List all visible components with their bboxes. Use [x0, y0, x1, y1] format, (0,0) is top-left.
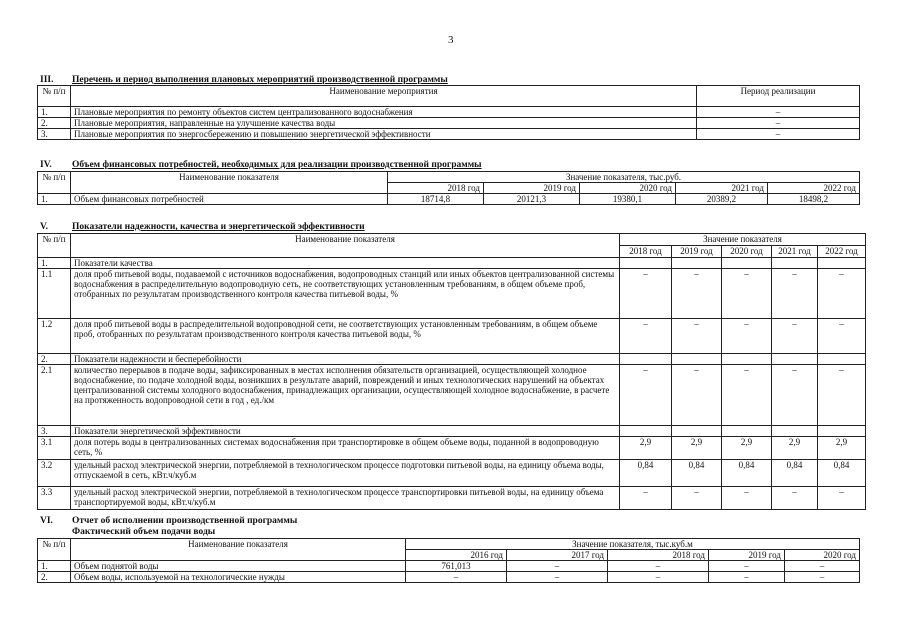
row-name: Плановые мероприятия по энергосбережению и повышению энергетической эффективности: [71, 129, 697, 140]
section-4-heading: [40, 160, 482, 170]
row-value: 2,9: [672, 437, 722, 460]
year-header: 2019 год: [672, 246, 722, 258]
year-header: 2018 год: [608, 550, 709, 561]
year-header: 2021 год: [772, 246, 818, 258]
row-name: доля проб питьевой воды в распределительной водопроводной сети, не соответствующих установленным требованиям, в общем объеме проб, отобранных по результатам производственного контроля качества питьевой воды, %: [71, 319, 620, 354]
year-header: 2018 год: [620, 246, 672, 258]
row-value: –: [672, 487, 722, 510]
row-value: –: [620, 319, 672, 354]
row-value: –: [608, 572, 709, 583]
row-value: –: [772, 487, 818, 510]
row-value: 20121,3: [484, 194, 580, 205]
row-name: Показатели надежности и бесперебойности: [71, 354, 620, 365]
row-no: 3.: [38, 129, 71, 140]
table-row: [38, 129, 860, 140]
row-value: 18498,2: [768, 194, 860, 205]
section-4-roman: IV.: [40, 160, 52, 170]
table-row: [38, 426, 866, 437]
section-3-roman: III.: [40, 75, 54, 85]
table-row: [38, 118, 860, 129]
row-value: 761,013: [406, 561, 507, 572]
row-value: 0,84: [620, 460, 672, 487]
row-period: –: [697, 118, 860, 129]
table-row: [38, 572, 860, 583]
year-header: 2020 год: [722, 246, 772, 258]
row-value: 2,9: [818, 437, 866, 460]
row-value: –: [406, 572, 507, 583]
row-no: 1.: [38, 107, 71, 118]
section-6-roman: VI.: [40, 516, 53, 526]
row-value: –: [772, 269, 818, 319]
header-no: № п/п: [38, 234, 71, 258]
section-3-table: [37, 85, 860, 140]
row-name: Плановые мероприятия, направленные на улучшение качества воды: [71, 118, 697, 129]
row-name: Объем финансовых потребностей: [71, 194, 388, 205]
row-value: 0,84: [772, 460, 818, 487]
row-no: 3.3: [38, 487, 71, 510]
section-4-title: Объем финансовых потребностей, необходимых для реализации производственной программы: [72, 160, 482, 170]
row-no: 1.2: [38, 319, 71, 354]
row-name: доля потерь воды в централизованных системах водоснабжения при транспортировке в общем объеме воды, поданной в водопроводную сеть, %: [71, 437, 620, 460]
row-value: 0,84: [818, 460, 866, 487]
header-name: Наименование показателя: [71, 539, 406, 561]
row-name: количество перерывов в подаче воды, зафиксированных в местах исполнения обязательств организацией, осуществляющей холодное водоснабжение, по подаче холодной воды, возникших в результате аварий, повреждений и иных технологических нарушений на объектах централизованной системы холодного водоснабжения, принадлежащих организации, осуществляющей холодное водоснабжение, в расчете на протяженность водопроводной сети в год , ед./км: [71, 365, 620, 426]
row-no: 1.: [38, 258, 71, 269]
row-value: 20389,2: [676, 194, 768, 205]
row-no: 2.1: [38, 365, 71, 426]
row-value: 2,9: [722, 437, 772, 460]
year-header: 2016 год: [406, 550, 507, 561]
row-value: –: [785, 572, 860, 583]
section-5-roman: V.: [40, 222, 49, 232]
table-row: [38, 319, 866, 354]
year-header: 2020 год: [785, 550, 860, 561]
table-row: [38, 258, 866, 269]
section-5-title: Показатели надежности, качества и энергетической эффективности: [72, 222, 365, 232]
section-6-subtitle: Фактический объем подачи воды: [72, 527, 216, 537]
row-name: Показатели качества: [71, 258, 620, 269]
year-header: 2022 год: [768, 183, 860, 194]
row-value: 0,84: [722, 460, 772, 487]
table-row: [38, 487, 866, 510]
row-value: –: [722, 487, 772, 510]
row-name: удельный расход электрической энергии, потребляемой в технологическом процессе транспортировки питьевой воды, на единицу объема транспортируемой воды, кВт.ч/куб.м: [71, 487, 620, 510]
row-value: 2,9: [772, 437, 818, 460]
row-value: 18714,8: [388, 194, 484, 205]
table-row: [38, 269, 866, 319]
table-row: [38, 354, 866, 365]
table-row: [38, 561, 860, 572]
row-value: –: [818, 487, 866, 510]
row-value: –: [608, 561, 709, 572]
header-name: Наименование мероприятия: [71, 86, 697, 107]
row-name: Объем поднятой воды: [71, 561, 406, 572]
header-no: № п/п: [38, 539, 71, 561]
year-header: 2018 год: [388, 183, 484, 194]
row-value: –: [709, 561, 785, 572]
row-value: –: [507, 572, 608, 583]
header-no: № п/п: [38, 172, 71, 194]
table-row: [38, 107, 860, 118]
row-value: –: [772, 319, 818, 354]
page-number: 3: [448, 34, 454, 46]
row-value: –: [722, 269, 772, 319]
row-value: –: [772, 365, 818, 426]
row-value: –: [818, 319, 866, 354]
section-3-title: Перечень и период выполнения плановых мероприятий производственной программы: [72, 75, 448, 85]
row-value: –: [620, 269, 672, 319]
row-value: –: [620, 365, 672, 426]
header-value: Значение показателя, тыс.куб.м: [406, 539, 860, 550]
row-name: Объем воды, используемой на технологические нужды: [71, 572, 406, 583]
table-row: [38, 437, 866, 460]
header-value: Значение показателя: [620, 234, 866, 246]
row-value: –: [620, 487, 672, 510]
table-row: [38, 365, 866, 426]
row-value: –: [785, 561, 860, 572]
table-row: [38, 194, 860, 205]
row-no: 1.: [38, 561, 71, 572]
row-value: –: [722, 319, 772, 354]
row-name: Плановые мероприятия по ремонту объектов систем централизованного водоснабжения: [71, 107, 697, 118]
row-period: –: [697, 107, 860, 118]
section-5-table: [37, 233, 866, 510]
year-header: 2017 год: [507, 550, 608, 561]
row-no: 2.: [38, 118, 71, 129]
section-6-heading: [40, 516, 297, 526]
row-value: –: [722, 365, 772, 426]
row-value: 0,84: [672, 460, 722, 487]
section-6-table: [37, 538, 860, 583]
row-name: удельный расход электрической энергии, потребляемой в технологическом процессе подготовки питьевой воды, на единицу объема воды, отпускаемой в сеть, кВт.ч/куб.м: [71, 460, 620, 487]
row-no: 2.: [38, 354, 71, 365]
row-no: 1.1: [38, 269, 71, 319]
row-value: 2,9: [620, 437, 672, 460]
row-value: –: [507, 561, 608, 572]
year-header: 2022 год: [818, 246, 866, 258]
row-name: доля проб питьевой воды, подаваемой с источников водоснабжения, водопроводных станций или иных объектов централизованной системы водоснабжения в распределительную водопроводную сеть, не соответствующих установленным требованиям, в общем объеме проб, отобранных по результатам производственного контроля качества питьевой воды, %: [71, 269, 620, 319]
header-name: Наименование показателя: [71, 172, 388, 194]
row-no: 3.2: [38, 460, 71, 487]
year-header: 2020 год: [580, 183, 676, 194]
row-no: 1.: [38, 194, 71, 205]
row-value: –: [672, 269, 722, 319]
row-value: –: [672, 319, 722, 354]
row-value: –: [818, 269, 866, 319]
year-header: 2021 год: [676, 183, 768, 194]
section-4-table: [37, 171, 860, 205]
row-value: –: [818, 365, 866, 426]
row-value: –: [709, 572, 785, 583]
section-5-heading: [40, 222, 365, 232]
row-name: Показатели энергетической эффективности: [71, 426, 620, 437]
table-row: [38, 460, 866, 487]
section-3-heading: [40, 75, 448, 85]
row-value: 19380,1: [580, 194, 676, 205]
header-period: Период реализации: [697, 86, 860, 107]
header-name: Наименование показателя: [71, 234, 620, 258]
year-header: 2019 год: [484, 183, 580, 194]
header-value: Значение показателя, тыс.руб.: [388, 172, 860, 183]
row-no: 3.1: [38, 437, 71, 460]
row-no: 3.: [38, 426, 71, 437]
row-value: –: [672, 365, 722, 426]
section-6-title: Отчет об исполнении производственной программы: [72, 516, 298, 526]
row-no: 2.: [38, 572, 71, 583]
header-no: № п/п: [38, 86, 71, 107]
year-header: 2019 год: [709, 550, 785, 561]
row-period: –: [697, 129, 860, 140]
